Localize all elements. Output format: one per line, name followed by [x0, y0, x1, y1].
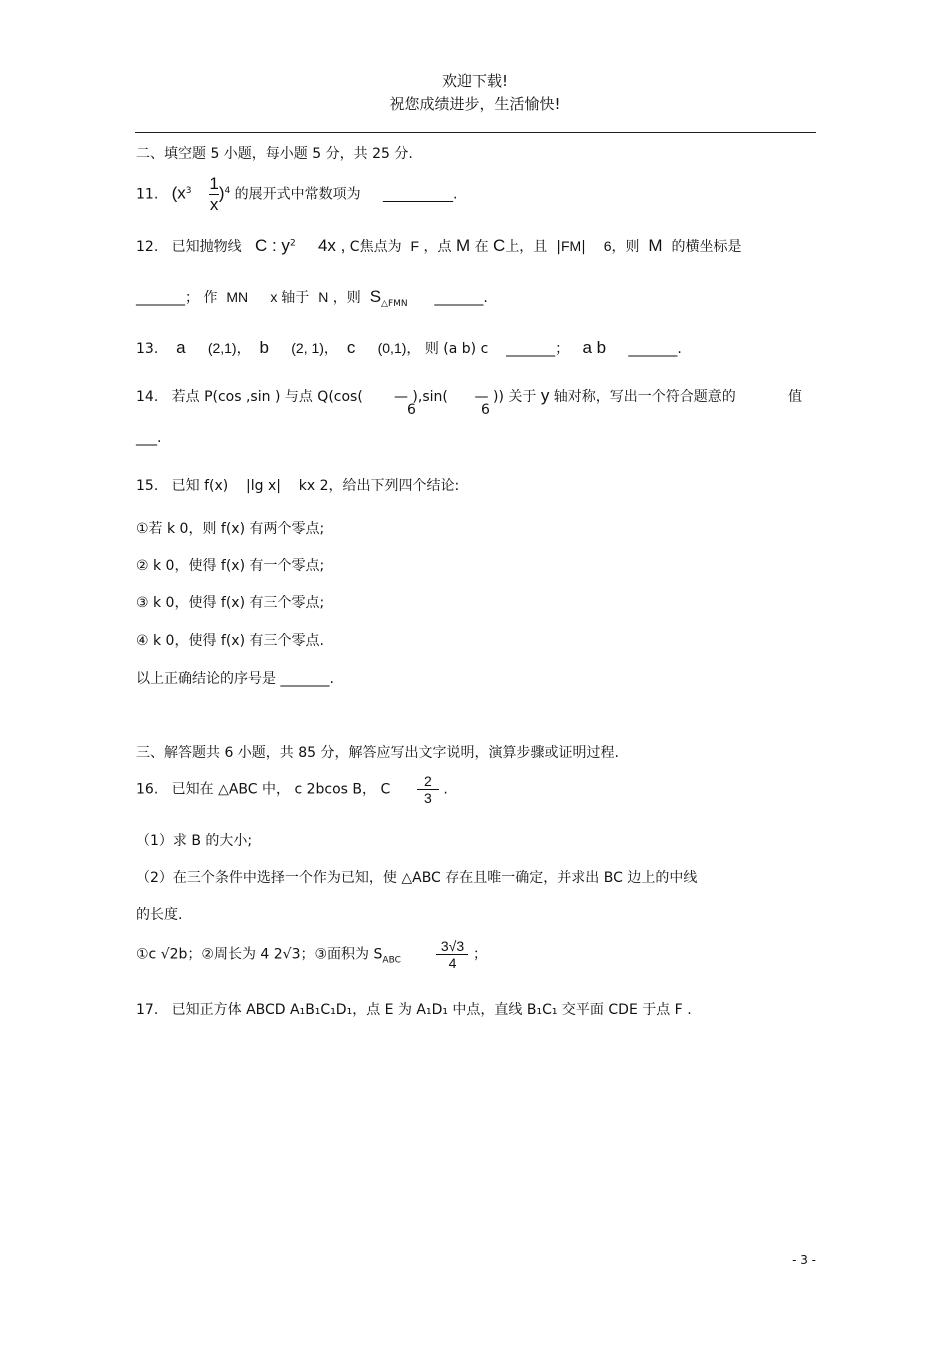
q15-text-1: 已知 f(x) — [171, 478, 229, 494]
q12-six: 6 — [603, 238, 612, 254]
q14-text-1: 若点 P(cos ,sin ) 与点 Q(cos( — [171, 389, 363, 405]
q12-text-3: ，点 — [423, 239, 452, 255]
section-2-title: 二、填空题 5 小题，每小题 5 分，共 25 分. — [136, 146, 413, 162]
question-12-line-2 — [136, 287, 488, 309]
q13-b: b — [259, 338, 269, 357]
question-11 — [136, 174, 457, 215]
q12-xaxis: x 轴于 — [270, 289, 310, 305]
q11-close: ) — [218, 183, 225, 203]
q12-C: C — [493, 236, 506, 255]
q13-a-val: (2,1)， — [207, 340, 251, 356]
q15-item-2: ② k 0，使得 f(x) 有一个零点; — [136, 558, 325, 574]
q17-number: 17. — [136, 1002, 159, 1018]
q12-N: N — [318, 289, 329, 305]
q17-text: 已知正方体 ABCD A₁B₁C₁D₁，点 E 为 A₁D₁ 中点，直线 B₁C₁ 交平面 CDE 于点 F . — [171, 1002, 692, 1018]
q16-area-sub: ABC — [382, 955, 401, 966]
q13-c: c — [346, 338, 356, 357]
q12-blank-1: _______； — [136, 290, 199, 306]
header-divider — [135, 132, 816, 133]
q12-text-2: C焦点为 — [349, 239, 402, 255]
header-line-2: 祝您成绩进步，生活愉快! — [389, 95, 561, 113]
q14-denominator-1: 6 — [407, 402, 416, 418]
q11-text: 的展开式中常数项为 — [234, 186, 361, 203]
q16-text-1: 已知在 △ABC 中， c 2bcos B， C — [171, 781, 391, 798]
q16-part-1: （1）求 B 的大小; — [136, 833, 253, 849]
question-16: 16. 已知在 △ABC 中， c 2bcos B， C $\frac{2}{3}$ . — [136, 773, 448, 806]
q11-number: 11. — [136, 186, 159, 203]
question-15: 15. 已知 f(x) |lg x| kx 2，给出下列四个结论: — [136, 478, 460, 494]
q16-conditions-end: ； — [472, 946, 487, 963]
q13-b-val: (2, 1)， — [291, 340, 338, 356]
q11-base: (x — [171, 183, 186, 203]
question-14: 14. 若点 P(cos ,sin ) 与点 Q(cos( — ),sin( — )) 关于 y 轴对称，写出一个符合题意的 — [136, 386, 736, 405]
q12-FM: FM — [560, 238, 582, 254]
q16-part-2-cont: 的长度. — [136, 907, 183, 923]
q12-text-8: 作 — [203, 290, 218, 306]
q12-F: F — [410, 238, 420, 254]
q13-blank-2: _______. — [628, 341, 682, 357]
q15-abs: lg x — [250, 478, 277, 494]
q13-c-val: (0,1)， — [377, 340, 421, 356]
q13-ab: a b — [582, 338, 607, 357]
section-3-title: 三、解答题共 6 小题，共 85 分，解答应写出文字说明，演算步骤或证明过程. — [136, 745, 619, 761]
q12-S-sub: △FMN — [381, 298, 408, 309]
q13-number: 13. — [136, 341, 159, 357]
q12-M2: M — [648, 236, 663, 255]
q12-text-9: ，则 — [332, 290, 361, 306]
q16-area-fraction — [436, 938, 468, 971]
q15-text-2: kx 2，给出下列四个结论: — [298, 478, 460, 494]
q12-text-5: 上，且 — [505, 239, 548, 255]
q16-frac-num: 2 — [424, 773, 432, 789]
q15-conclusion: 以上正确结论的序号是 _______. — [136, 671, 334, 687]
q16-number: 16. — [136, 781, 159, 798]
q12-text-6: ，则 — [611, 239, 640, 255]
page-number: - 3 - — [792, 1253, 816, 1267]
q13-text-1: 则 (a b) c — [424, 341, 489, 357]
q14-text-2: 轴对称，写出一个符合题意的 — [553, 389, 736, 405]
q15-number: 15. — [136, 478, 159, 494]
q12-text-1: 已知抛物线 — [171, 239, 242, 255]
q14-denominator-2: 6 — [481, 402, 490, 418]
q16-conditions — [136, 938, 487, 971]
q16-conditions-text: ①c √2b；②周长为 4 2√3；③面积为 S — [136, 946, 383, 963]
question-12-line-1: 12. 已知抛物线 C : $y^2$ 4x , C焦点为 F ，点 M 在 C上，且 |FM| 6，则 M 的横坐标是 — [136, 236, 742, 255]
question-13 — [136, 338, 682, 358]
q16-part-2: （2）在三个条件中选择一个作为已知，使 △ABC 存在且唯一确定，并求出 BC 边上的中线 — [136, 870, 698, 886]
q16-angle-fraction — [417, 773, 439, 806]
q13-a: a — [176, 338, 186, 357]
q11-den: x — [209, 195, 219, 214]
q12-sq: 2 — [289, 238, 296, 249]
q12-curve: C : y — [254, 236, 290, 255]
q12-M: M — [455, 236, 471, 255]
q14-blank: ___. — [136, 430, 162, 446]
header-line-1: 欢迎下载! — [441, 72, 508, 90]
q16-area-num: 3√3 — [440, 938, 465, 954]
q11-blank: __________. — [382, 186, 458, 203]
q12-blank-2: _______. — [434, 290, 488, 306]
q15-item-1: ①若 k 0，则 f(x) 有两个零点; — [136, 521, 325, 537]
q11-exp4: 4 — [224, 185, 231, 196]
q12-text-7: 的横坐标是 — [671, 239, 742, 255]
q14-y: y — [540, 386, 550, 405]
q16-area-den: 4 — [448, 955, 457, 971]
q14-number: 14. — [136, 389, 159, 405]
q13-blank-1: _______； — [506, 341, 570, 357]
q14-value-label: 值 — [788, 389, 802, 405]
q12-S: S — [369, 287, 382, 306]
q11-fraction — [209, 174, 218, 215]
q15-item-4: ④ k 0，使得 f(x) 有三个零点. — [136, 633, 324, 649]
q12-text-4: 在 — [474, 239, 489, 255]
q12-number: 12. — [136, 239, 159, 255]
question-17 — [136, 999, 692, 1019]
q16-frac-den: 3 — [424, 790, 432, 806]
q15-item-3: ③ k 0，使得 f(x) 有三个零点; — [136, 595, 325, 611]
q11-exp3: 3 — [185, 185, 192, 196]
q11-num: 1 — [209, 174, 219, 193]
q14-end: )) 关于 — [493, 389, 537, 405]
q12-rhs: 4x , — [317, 236, 346, 255]
q12-MN: MN — [226, 289, 249, 305]
q14-mid: ),sin( — [412, 389, 448, 405]
